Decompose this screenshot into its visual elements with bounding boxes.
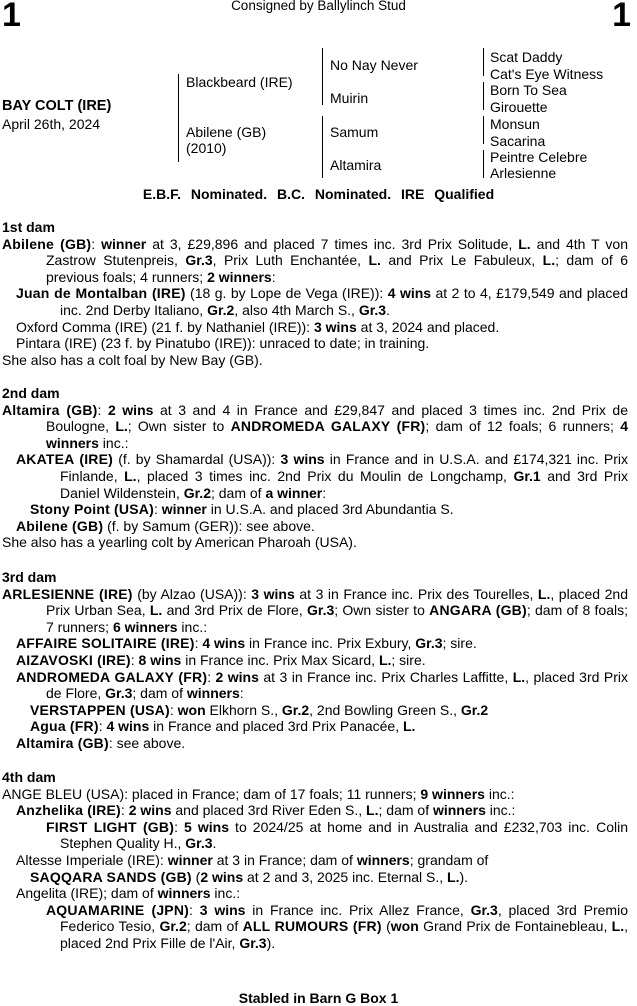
fourth-dam-produce-1: Anzhelika (IRE): 2 wins and placed 3rd River Eden S., L.; dam of winners inc.: bbox=[16, 802, 516, 819]
lot-number-right: 1 bbox=[612, 0, 631, 34]
pedigree-bracket-2a bbox=[322, 48, 323, 105]
pedigree-bracket-3d bbox=[483, 150, 484, 178]
third-dam-produce-2: AIZAVOSKI (IRE): 8 wins in France inc. Prix Max Sicard, L.; sire. bbox=[16, 651, 426, 668]
consignor: Consigned by Ballylinch Stud bbox=[231, 0, 406, 13]
first-dam-section bbox=[2, 219, 628, 368]
third-dam-entry: ARLESIENNE (IRE) (by Alzao (USA)): 3 wins at 3 in France inc. Prix des Tourelles, L., placed 2nd Prix Urban Sea, L. and 3rd Prix de Flore, Gr.3; Own sister to ANGARA (GB); dam of 8 foals; 7 runners; 6 winners inc.: bbox=[2, 585, 628, 635]
second-dam-section bbox=[2, 385, 628, 551]
pedigree-sire-sire: No Nay Never bbox=[330, 57, 418, 73]
pedigree-bracket-2b bbox=[322, 116, 323, 178]
second-dam-note: She also has a yearling colt by American Pharoah (USA). bbox=[2, 534, 357, 551]
pedigree-g3-8: Arlesienne bbox=[490, 165, 557, 181]
fourth-dam-section bbox=[2, 769, 628, 952]
second-dam-produce-1: AKATEA (IRE) (f. by Shamardal (USA)): 3 wins in France and in U.S.A. and £174,321 inc. Prix Finlande, L., placed 3 times inc. 2nd Prix du Moulin de Longchamp, Gr.1 and 3rd Prix Daniel Wildenstein, Gr.2; dam of a winner: bbox=[16, 451, 629, 501]
pedigree-sire: Blackbeard (IRE) bbox=[186, 74, 293, 90]
pedigree-g3-3: Born To Sea bbox=[490, 82, 567, 98]
first-dam-produce-2: Oxford Comma (IRE) (21 f. by Nathaniel (IRE)): 3 wins at 3, 2024 and placed. bbox=[16, 318, 500, 335]
first-dam-produce-3: Pintara (IRE) (23 f. by Pinatubo (IRE)): unraced to date; in training. bbox=[16, 335, 430, 352]
foaling-date: April 26th, 2024 bbox=[2, 116, 101, 132]
pedigree-dam: Abilene (GB) bbox=[186, 124, 267, 140]
third-dam-section bbox=[2, 569, 628, 752]
pedigree-dam-dam: Altamira bbox=[330, 157, 382, 173]
third-dam-produce-3a: VERSTAPPEN (USA): won Elkhorn S., Gr.2, 2nd Bowling Green S., Gr.2 bbox=[30, 701, 489, 718]
third-dam-heading: 3rd dam bbox=[2, 569, 57, 585]
fourth-dam-produce-2a: SAQQARA SANDS (GB) (2 wins at 2 and 3, 2025 inc. Eternal S., L.). bbox=[30, 868, 469, 885]
horse-description: BAY COLT (IRE) bbox=[2, 98, 112, 114]
second-dam-produce-1a: Stony Point (USA): winner in U.S.A. and placed 3rd Abundantia S. bbox=[30, 501, 454, 518]
pedigree-dam-sire: Samum bbox=[330, 124, 379, 140]
pedigree-g3-2: Cat's Eye Witness bbox=[490, 66, 604, 82]
pedigree-sire-dam: Muirin bbox=[330, 90, 369, 106]
third-dam-produce-3b: Agua (FR): 4 wins in France and placed 3rd Prix Panacée, L. bbox=[30, 718, 416, 735]
pedigree-dam-year: (2010) bbox=[186, 140, 227, 156]
pedigree-g3-6: Sacarina bbox=[490, 133, 546, 149]
pedigree-g3-5: Monsun bbox=[490, 116, 540, 132]
pedigree-bracket-3c bbox=[483, 116, 484, 144]
fourth-dam-heading: 4th dam bbox=[2, 769, 56, 785]
first-dam-produce-1: Juan de Montalban (IRE) (18 g. by Lope de Vega (IRE)): 4 wins at 2 to 4, £179,549 and placed inc. 2nd Derby Italiano, Gr.2, also 4th March S., Gr.3. bbox=[16, 285, 629, 318]
fourth-dam-produce-3a: AQUAMARINE (JPN): 3 wins in France inc. Prix Allez France, Gr.3, placed 3rd Premio Federico Tesio, Gr.2; dam of ALL RUMOURS (FR) (won Grand Prix de Fontainebleau, L., placed 2nd Prix Fille de l'Air, Gr.3). bbox=[46, 901, 629, 951]
first-dam-note: She also has a colt foal by New Bay (GB). bbox=[2, 351, 263, 368]
third-dam-produce-1: AFFAIRE SOLITAIRE (IRE): 4 wins in France inc. Prix Exbury, Gr.3; sire. bbox=[16, 635, 477, 652]
fourth-dam-produce-2: Altesse Imperiale (IRE): winner at 3 in France; dam of winners; grandam of bbox=[16, 851, 489, 868]
third-dam-produce-4: Altamira (GB): see above. bbox=[16, 734, 186, 751]
first-dam-heading: 1st dam bbox=[2, 219, 55, 235]
fourth-dam-produce-1a: FIRST LIGHT (GB): 5 wins to 2024/25 at home and in Australia and £232,703 inc. Colin Stephen Quality H., Gr.3. bbox=[46, 818, 629, 852]
stabling-info: Stabled in Barn G Box 1 bbox=[238, 990, 399, 1006]
pedigree-bracket-3a bbox=[483, 48, 484, 76]
second-dam-produce-2: Abilene (GB) (f. by Samum (GER)): see above. bbox=[16, 517, 315, 534]
third-dam-produce-3: ANDROMEDA GALAXY (FR): 2 wins at 3 in France inc. Prix Charles Laffitte, L., placed 3rd Prix de Flore, Gr.3; dam of winners: bbox=[16, 668, 628, 702]
pedigree-bracket-3b bbox=[483, 82, 484, 110]
pedigree-bracket-1 bbox=[178, 74, 179, 162]
nominations: E.B.F. Nominated. B.C. Nominated. IRE Qualified bbox=[142, 186, 495, 202]
second-dam-heading: 2nd dam bbox=[2, 385, 60, 401]
pedigree-g3-7: Peintre Celebre bbox=[490, 149, 588, 165]
lot-number-left: 1 bbox=[2, 0, 21, 34]
pedigree-g3-4: Girouette bbox=[490, 99, 548, 115]
pedigree-g3-1: Scat Daddy bbox=[490, 49, 563, 65]
second-dam-entry: Altamira (GB): 2 wins at 3 and 4 in France and £29,847 and placed 3 times inc. 2nd Prix de Boulogne, L.; Own sister to ANDROMEDA GALAXY (FR); dam of 12 foals; 6 runners; 4 winners inc.: bbox=[2, 401, 629, 451]
first-dam-entry: Abilene (GB): winner at 3, £29,896 and placed 7 times inc. 3rd Prix Solitude, L. and 4th T von Zastrow Stutenpreis, Gr.3, Prix Luth Enchantée, L. and Prix Le Fabuleux, L.; dam of 6 previous foals; 4 runners; 2 winners: bbox=[2, 235, 628, 285]
fourth-dam-entry: ANGE BLEU (USA): placed in France; dam of 17 foals; 11 runners; 9 winners inc.: bbox=[2, 785, 515, 802]
fourth-dam-produce-3: Angelita (IRE); dam of winners inc.: bbox=[16, 885, 241, 902]
